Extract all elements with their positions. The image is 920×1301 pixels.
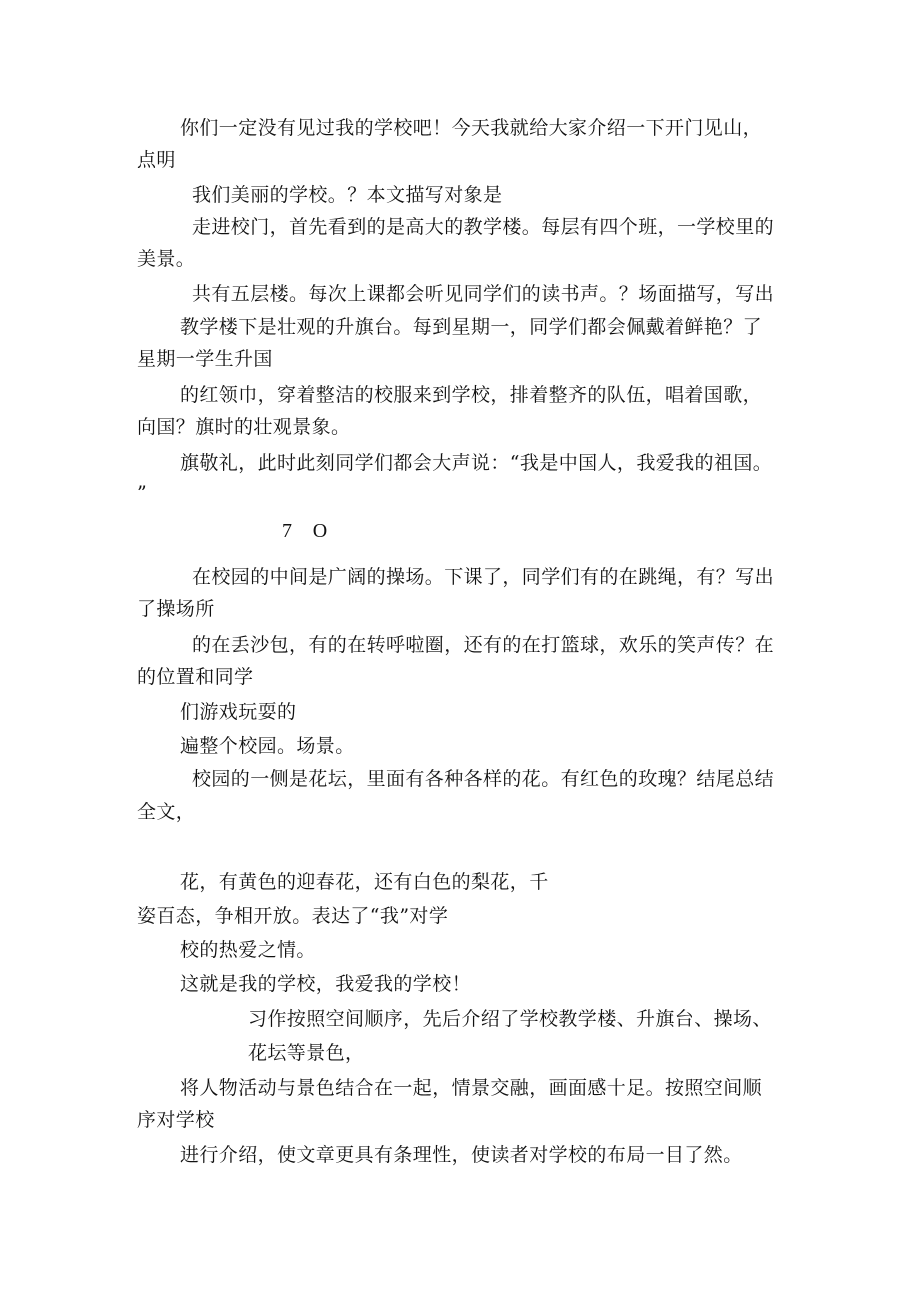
text-line: 你们一定没有见过我的学校吧！今天我就给大家介绍一下开门见山， <box>180 117 763 139</box>
text-line: ” <box>137 482 148 504</box>
page-marker: 7 O <box>282 520 328 542</box>
text-line: 的红领巾，穿着整洁的校服来到学校，排着整齐的队伍，唱着国歌， <box>180 384 763 406</box>
text-line: 全文， <box>137 801 196 823</box>
text-line: 我们美丽的学校。？本文描写对象是 <box>192 184 503 206</box>
text-line: 了操场所 <box>137 598 215 620</box>
text-line: 教学楼下是壮观的升旗台。每到星期一，同学们都会佩戴着鲜艳？了 <box>180 316 763 338</box>
text-line: 将人物活动与景色结合在一起，情景交融，画面感十足。按照空间顺 <box>180 1077 763 1099</box>
text-line: 向国？旗时的壮观景象。 <box>137 416 351 438</box>
text-line: 校园的一侧是花坛，里面有各种各样的花。有红色的玫瑰？结尾总结 <box>192 768 775 790</box>
text-line: 遍整个校园。场景。 <box>180 735 355 757</box>
text-line: 美景。 <box>137 248 196 270</box>
text-line: 点明 <box>137 149 176 171</box>
text-line: 校的热爱之情。 <box>180 939 316 961</box>
text-line: 花，有黄色的迎春花，还有白色的梨花，千 <box>180 871 549 893</box>
text-line: 共有五层楼。每次上课都会听见同学们的读书声。？场面描写，写出 <box>192 283 775 305</box>
text-line: 的在丢沙包，有的在转呼啦圈，还有的在打篮球，欢乐的笑声传？在 <box>192 634 775 656</box>
text-line: 习作按照空间顺序，先后介绍了学校教学楼、升旗台、操场、 <box>248 1008 772 1030</box>
text-line: 这就是我的学校，我爱我的学校！ <box>180 973 472 995</box>
text-line: 花坛等景色， <box>248 1042 365 1064</box>
text-line: 的位置和同学 <box>137 666 254 688</box>
text-line: 姿百态，争相开放。表达了“我”对学 <box>137 905 449 927</box>
text-line: 序对学校 <box>137 1109 215 1131</box>
text-line: 们游戏玩耍的 <box>180 701 297 723</box>
text-line: 在校园的中间是广阔的操场。下课了，同学们有的在跳绳，有？写出 <box>192 566 775 588</box>
text-line: 进行介绍，使文章更具有条理性，使读者对学校的布局一目了然。 <box>180 1144 743 1166</box>
text-line: 旗敬礼，此时此刻同学们都会大声说：“我是中国人，我爱我的祖国。 <box>180 452 773 474</box>
text-line: 走进校门，首先看到的是高大的教学楼。每层有四个班，一学校里的 <box>192 216 775 238</box>
text-line: 星期一学生升国 <box>137 348 273 370</box>
